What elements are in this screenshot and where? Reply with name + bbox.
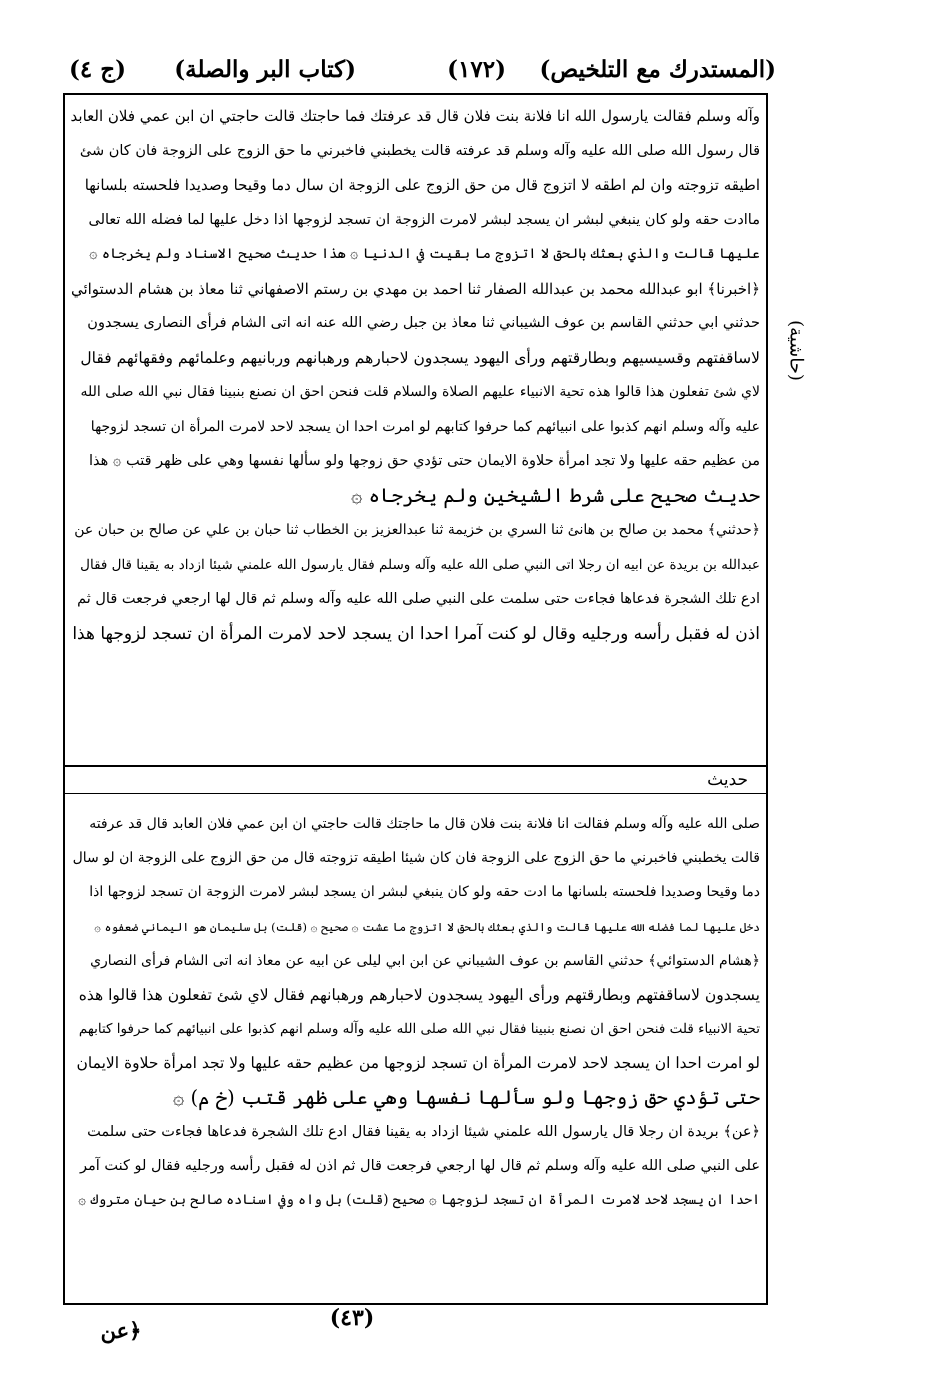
text-line: اطيقه تزوجته وان لم اطقه لا اتزوج قال من حق الزوج على الزوجة ان سال دما وقيحا وصديدا فلحسته بلسانها <box>84 176 760 194</box>
footer-page-number: (٤٣) <box>329 1305 375 1331</box>
text-line: ماادت حقه ولو كان ينبغي لبشر ان يسجد لبشر لامرت الزوجة ان تسجد لزوجها اذا دخل عليها لما فضله الله تعالى <box>88 211 760 228</box>
summary-line: على النبي صلى الله عليه وآله وسلم ثم قال لها ارجعي فرجعت قال ثم اذن له فقبل رأسه ورجليه فقال لو كنت آمر <box>80 1157 760 1174</box>
section-label: حديث <box>707 770 748 790</box>
text-line: ادع تلك الشجرة فدعاها فجاءت حتى سلمت على النبي صلى الله عليه وآله وسلم ثم قال لها ارجعي فرجعت قال ثم <box>77 591 760 607</box>
text-line: لاي شئ تفعلون هذا قالوا هذه تحية الانبياء عليهم الصلاة والسلام قلت فنحن احق ان نصنع بنبينا فقال نبي الله صلى الله <box>80 384 760 400</box>
summary-line: دخل عليها لما فضله الله عليها قالت والذي بعثك بالحق لا اتزوج ما عشت ۞ صحيح ۞ (قلت) بل سليمان هو اليماني ضعفوه ۞ <box>94 919 760 934</box>
summary-line: لو امرت احدا ان يسجد لاحد لامرت المرأة ان تسجد لزوجها من عظيم حقه عليها ولا تجد امرأة حلاوة الايمان <box>76 1054 760 1073</box>
text-frame <box>63 93 768 1305</box>
text-line: حديث صحيح على شرط الشيخين ولم يخرجاه ۞ <box>350 483 760 507</box>
page-header <box>56 52 776 96</box>
summary-line: صلى الله عليه وآله وسلم فقالت انا فلانة بنت فلان قال ما حاجتك قالت حاجتي ان ابن عمي فلان العابد قال قد عرفته <box>89 816 760 832</box>
text-line: عليها قالت والذي بعثك بالحق لا اتزوج ما بقيت في الدنيا ۞ هذا حديث صحيح الاسناد ولم يخرجاه ۞ <box>89 246 760 262</box>
text-line: قال رسول الله صلى الله عليه وآله وسلم قد عرفته قالت يخطبني فاخبرني ما حق الزوج على الزوجة فان كان شئ <box>79 142 760 159</box>
summary-line: حتى تؤدي حق زوجها ولو سألها نفسها وهي على ظهر قتب (خ م) ۞ <box>172 1085 760 1109</box>
text-line: عليه وآله وسلم انهم كذبوا على انبيائهم كما حرفوا كتابهم لو امرت احدا ان يسجد لاحد لامرت المرأة ان تسجد لزوجها <box>90 418 760 435</box>
summary-line: احدا ان يسجد لاحد لامرت المرأة ان تسجد لزوجها ۞ صحيح (قلت) بل واه وفي اسناده صالح بن حيان متروك ۞ <box>78 1192 760 1209</box>
text-line: وآله وسلم فقالت يارسول الله انا فلانة بنت فلان قال قد عرفتك فما حاجتك قالت حاجتي ان ابن عمي فلان العابد <box>71 107 760 125</box>
summary-line: يسجدون لاساقفتهم وبطارقتهم ورأى اليهود يسجدون لاحبارهم ورهبانهم فقال لاي شئ تفعلون هذا قالوا هذه <box>78 985 760 1004</box>
text-line: ﴿حدثني﴾ محمد بن صالح بن هانئ ثنا السري بن خزيمة ثنا عبدالعزيز بن الخطاب ثنا حبان بن علي عن صالح بن حبان عن <box>74 522 760 538</box>
text-line: عبدالله بن بريدة عن ابيه ان رجلا اتى النبي صلى الله عليه وآله وسلم فقال يارسول الله علمني شيئا ازداد به يقينا قال فقال <box>80 556 760 573</box>
summary-line: ﴿هشام الدستوائي﴾ حدثني القاسم بن عوف الشيباني عن ابن ابي ليلى عن ابيه عن معاذ انه اتى الشام فرأى النصاري <box>90 952 760 969</box>
book-title: (المستدرك مع التلخيص) <box>539 56 776 83</box>
header-page-number: (١٧٢) <box>447 56 506 83</box>
text-line: من عظيم حقه عليها ولا تجد امرأة حلاوة الايمان حتى تؤدي حق زوجها ولو سألها نفسها وهي على ظهر قتب ۞ هذا <box>89 453 760 469</box>
margin-annotation <box>776 250 816 450</box>
summary-line: تحية الانبياء قلت فنحن احق ان نصنع بنبينا فقال نبي الله صلى الله عليه وآله وسلم انهم كذبوا على انبيائهم كما حرفوا كتابهم <box>78 1021 760 1038</box>
summary-line: ﴿عن﴾ بريدة ان رجلا قال يارسول الله علمني شيئا ازداد به يقينا فقال ادع تلك الشجرة فدعاها فجاءت حتى سلمت <box>87 1123 760 1140</box>
catchword: ﴿عن <box>100 1318 142 1343</box>
text-line: لاساقفتهم وقسيسيهم وبطارقتهم ورأى اليهود يسجدون لاحبارهم ورهبانهم وربانيهم وعلمائهم وفقهائهم فقال <box>80 348 760 367</box>
summary-line: دما وقيحا وصديدا فلحسته بلسانها ما ادت حقه ولو كان ينبغي لبشر ان يسجد لبشر لامرت الزوجة ان تسجد لزوجها اذا <box>89 884 760 901</box>
chapter-title: (كتاب البر والصلة) <box>174 56 356 83</box>
separator-rule-secondary <box>65 793 766 794</box>
volume-number: (ج ٤) <box>69 56 126 83</box>
separator-rule <box>65 765 766 767</box>
summary-line: قالت يخطبني فاخبرني ما حق الزوج على الزوجة فان كان شيئا اطيقه تزوجته قال من حق الزوج على الزوجة ان لو سال <box>72 850 760 867</box>
text-line: ﴿اخبرنا﴾ ابو عبدالله محمد بن عبدالله الصفار ثنا احمد بن مهدي بن رستم الاصفهاني ثنا معاذ بن هشام الدستوائي <box>71 279 760 298</box>
summary-text <box>71 807 760 1217</box>
margin-annotation-text: (حاشية) <box>785 320 807 381</box>
main-text <box>71 99 760 651</box>
text-line: حدثني ابي حدثني القاسم بن عوف الشيباني ثنا معاذ بن جبل رضي الله عنه انه اتى الشام فرأى النصارى يسجدون <box>87 315 760 331</box>
text-line: اذن له فقبل رأسه ورجليه وقال لو كنت آمرا احدا ان يسجد لاحد لامرت المرأة ان تسجد لزوجها هذا <box>72 623 760 644</box>
